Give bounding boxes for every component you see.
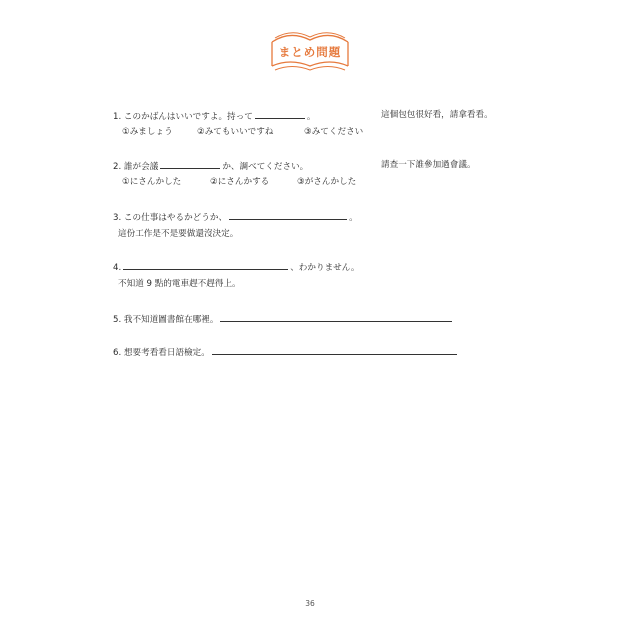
option-2[interactable]: ②みてもいいですね: [197, 127, 274, 137]
page-number: 36: [305, 599, 315, 608]
question-2-text: 2. 誰が会議: [113, 162, 159, 172]
question-3: [113, 210, 358, 224]
option-1[interactable]: ①みましょう: [122, 127, 173, 137]
answer-blank[interactable]: [212, 345, 457, 355]
question-6: [113, 345, 459, 359]
question-2-translation: 請查一下誰參加過會議。: [381, 160, 476, 170]
question-4: [113, 260, 359, 274]
question-3-translation: 這份工作是不是要做還沒決定。: [118, 229, 239, 239]
question-4-translation: 不知道 9 點的電車趕不趕得上。: [118, 279, 241, 289]
question-2-suffix: か、調べてください。: [222, 162, 309, 172]
answer-blank[interactable]: [255, 109, 305, 119]
answer-blank[interactable]: [229, 210, 347, 220]
question-1-suffix: 。: [306, 112, 316, 122]
answer-blank[interactable]: [160, 159, 220, 169]
question-6-text: 6. 想要考看看日語檢定。: [113, 348, 210, 358]
question-4-suffix: 、わかりません。: [290, 263, 360, 273]
question-1-text: 1. このかばんはいいですよ。持って: [113, 112, 253, 122]
option-2[interactable]: ②にさんかする: [210, 177, 270, 187]
option-3[interactable]: ③がさんかした: [297, 177, 357, 187]
answer-blank[interactable]: [123, 260, 288, 270]
question-4-text: 4.: [113, 263, 122, 273]
answer-blank[interactable]: [220, 312, 452, 322]
question-3-suffix: 。: [349, 213, 358, 223]
option-1[interactable]: ①にさんかした: [122, 177, 182, 187]
section-title: まとめ問題: [278, 45, 342, 59]
section-header: [262, 28, 358, 72]
question-5-text: 5. 我不知道圖書館在哪裡。: [113, 315, 219, 325]
question-1-translation: 這個包包很好看，請拿看看。: [381, 110, 493, 120]
option-3[interactable]: ③みてください: [304, 127, 364, 137]
question-2: [113, 159, 308, 173]
question-1: [113, 109, 315, 123]
question-5: [113, 312, 454, 326]
question-3-text: 3. この仕事はやるかどうか、: [113, 213, 228, 223]
